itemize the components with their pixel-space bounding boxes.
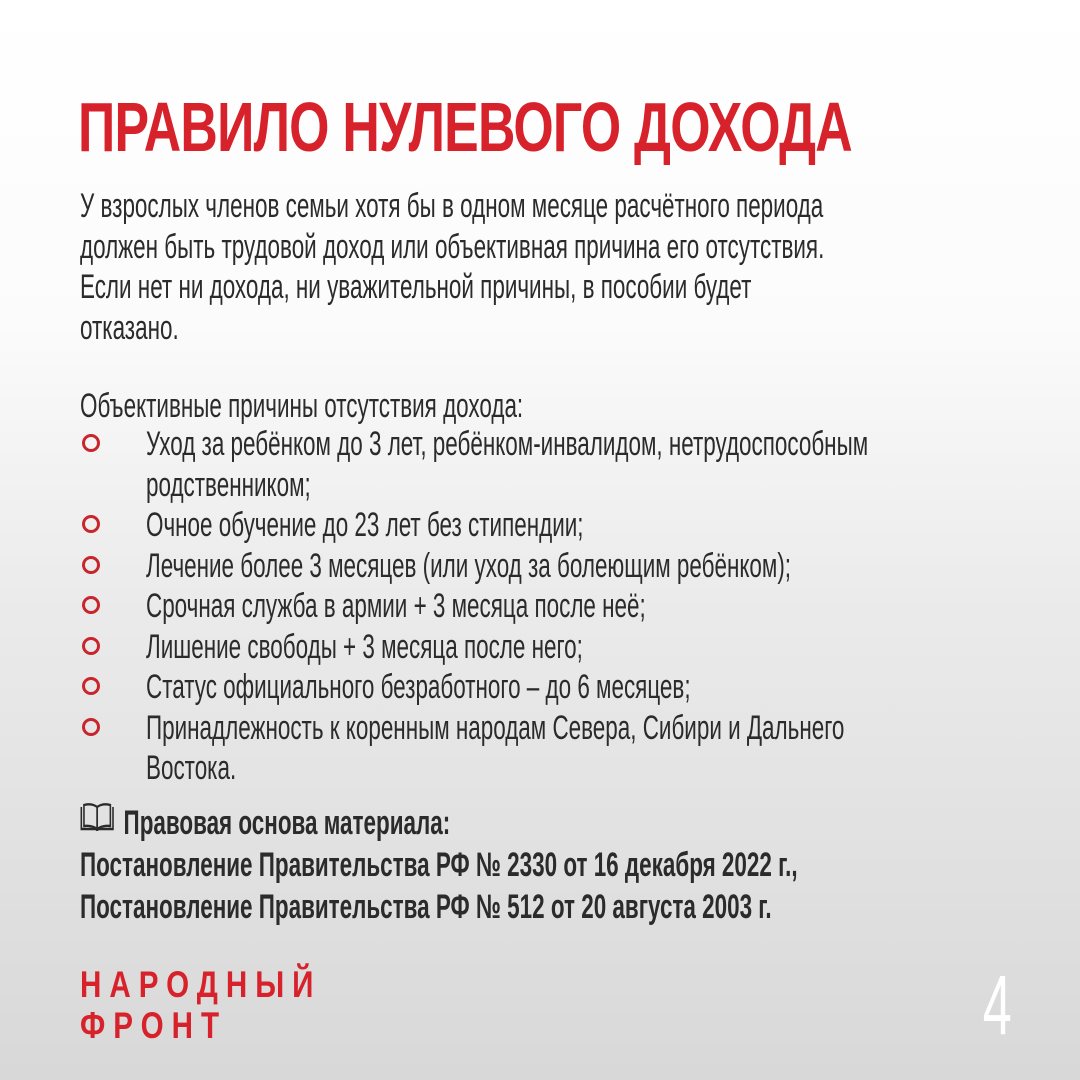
intro-line: У взрослых членов семьи хотя бы в одном месяце расчётного периода <box>80 187 824 225</box>
reason-line: Принадлежность к коренным народам Севера, Сибири и Дальнего <box>146 708 845 747</box>
reason-line: Лечение более 3 месяцев (или уход за болеющим ребёнком); <box>146 546 792 585</box>
circle-bullet-icon <box>82 718 100 736</box>
reason-line: Востока. <box>146 749 237 787</box>
circle-bullet-icon <box>82 434 100 452</box>
list-item <box>78 708 1018 789</box>
list-item <box>78 667 1018 708</box>
reason-line: Лишение свободы + 3 месяца после него; <box>146 627 583 666</box>
legal-heading <box>80 802 958 844</box>
reason-line: Очное обучение до 23 лет без стипендии; <box>146 506 584 544</box>
reason-text <box>146 708 997 789</box>
page-title: ПРАВИЛО НУЛЕВОГО ДОХОДА <box>78 88 852 166</box>
intro-paragraph <box>80 186 984 348</box>
reasons-list <box>78 424 1018 789</box>
intro-line: отказано. <box>80 308 179 347</box>
reason-line: Уход за ребёнком до 3 лет, ребёнком-инвалидом, нетрудоспособным <box>146 425 869 463</box>
circle-bullet-icon <box>82 637 100 655</box>
list-item <box>78 627 1018 668</box>
reason-line: Статус официального безработного – до 6 месяцев; <box>146 668 691 706</box>
legal-line: Постановление Правительства РФ № 512 от 20 августа 2003 г. <box>80 888 772 926</box>
legal-line: Постановление Правительства РФ № 2330 от 16 декабря 2022 г., <box>80 846 798 884</box>
list-item <box>78 505 1018 546</box>
logo-line: НАРОДНЫЙ <box>80 964 322 1005</box>
book-icon <box>80 801 114 843</box>
list-item <box>78 586 1018 627</box>
intro-line: Если нет ни дохода, ни уважительной причины, в пособии будет <box>80 268 752 306</box>
reason-text <box>146 424 997 505</box>
list-item <box>78 424 1018 505</box>
circle-bullet-icon <box>82 677 100 695</box>
legal-basis <box>80 802 958 928</box>
reason-line: Срочная служба в армии + 3 месяца после неё; <box>146 587 646 625</box>
page-number: 4 <box>983 958 1012 1052</box>
circle-bullet-icon <box>82 556 100 574</box>
circle-bullet-icon <box>82 515 100 533</box>
legal-heading-text: Правовая основа материала: <box>123 804 451 842</box>
reason-line: родственником; <box>146 465 311 504</box>
brand-logo <box>80 964 400 1046</box>
list-item <box>78 546 1018 587</box>
circle-bullet-icon <box>82 596 100 614</box>
logo-line: ФРОНТ <box>80 1005 228 1046</box>
intro-line: должен быть трудовой доход или объективная причина его отсутствия. <box>80 227 825 266</box>
reasons-heading: Объективные причины отсутствия дохода: <box>80 387 524 425</box>
